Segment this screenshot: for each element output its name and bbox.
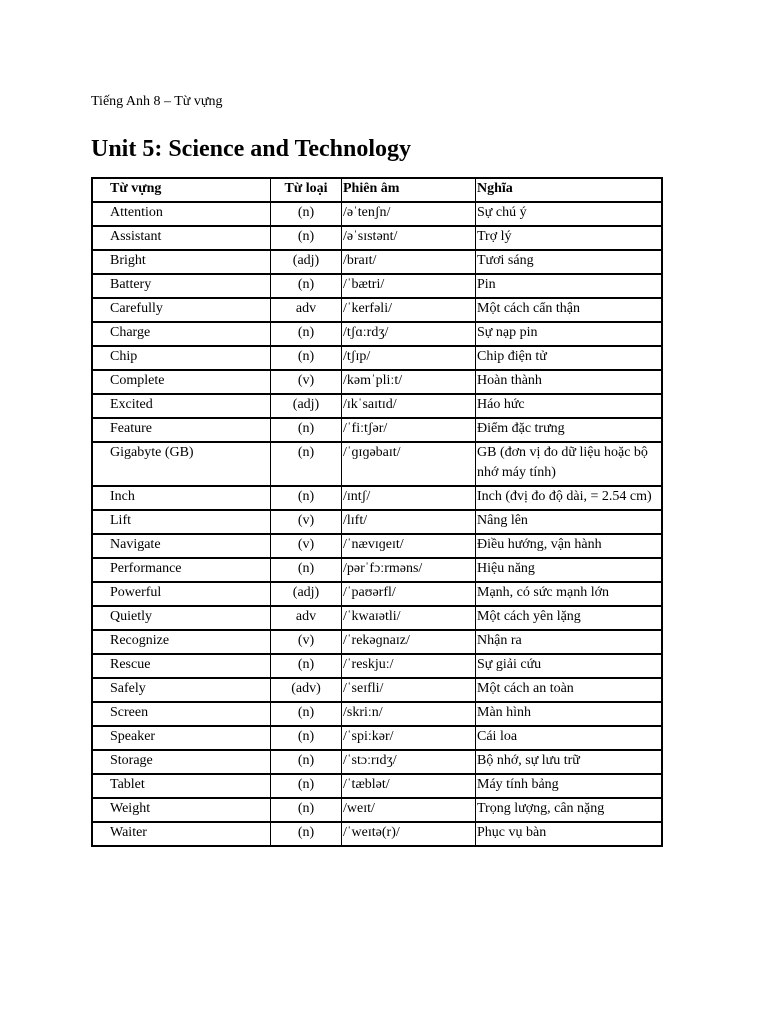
table-row [92,346,662,370]
table-row [92,370,662,394]
cell-type: (adv) [271,678,342,702]
cell-ipa: /ˈseɪfli/ [342,678,476,702]
table-row [92,534,662,558]
table-header-row [92,178,662,202]
cell-ipa: /kəmˈpliːt/ [342,370,476,394]
cell-meaning: Bộ nhớ, sự lưu trữ [476,750,663,774]
table-row [92,822,662,846]
cell-word: Complete [92,370,271,394]
cell-word: Inch [92,486,271,510]
cell-type: (n) [271,486,342,510]
cell-word: Assistant [92,226,271,250]
cell-type: (n) [271,274,342,298]
cell-type: (adj) [271,250,342,274]
cell-type: (n) [271,822,342,846]
cell-meaning: Pin [476,274,663,298]
cell-type: (n) [271,750,342,774]
cell-meaning: Sự chú ý [476,202,663,226]
column-header-meaning: Nghĩa [476,178,663,202]
table-row [92,202,662,226]
cell-type: (n) [271,226,342,250]
cell-meaning: Trợ lý [476,226,663,250]
unit-title: Unit 5: Science and Technology [91,136,412,162]
table-row [92,250,662,274]
cell-ipa: /ɪntʃ/ [342,486,476,510]
cell-type: (n) [271,418,342,442]
cell-ipa: /ˈpaʊərfl/ [342,582,476,606]
cell-meaning: GB (đơn vị đo dữ liệu hoặc bộ nhớ máy tính) [476,442,663,486]
cell-ipa: /braɪt/ [342,250,476,274]
table-row [92,322,662,346]
cell-type: (adj) [271,582,342,606]
cell-type: (v) [271,630,342,654]
cell-word: Safely [92,678,271,702]
cell-word: Tablet [92,774,271,798]
table-row [92,510,662,534]
vocabulary-table [91,177,663,847]
table-row [92,726,662,750]
cell-meaning: Nhận ra [476,630,663,654]
table-row [92,274,662,298]
cell-type: (n) [271,702,342,726]
cell-word: Quietly [92,606,271,630]
cell-type: (v) [271,510,342,534]
cell-type: (n) [271,322,342,346]
cell-meaning: Điểm đặc trưng [476,418,663,442]
cell-word: Navigate [92,534,271,558]
cell-ipa: /ˈweɪtə(r)/ [342,822,476,846]
cell-type: (n) [271,654,342,678]
table-row [92,442,662,486]
cell-type: (n) [271,726,342,750]
cell-ipa: /tʃɪp/ [342,346,476,370]
table-row [92,702,662,726]
cell-ipa: /ˈstɔːrɪdʒ/ [342,750,476,774]
cell-type: (adj) [271,394,342,418]
cell-type: (n) [271,346,342,370]
table-row [92,394,662,418]
table-row [92,486,662,510]
cell-ipa: /ˈkerfəli/ [342,298,476,322]
cell-word: Recognize [92,630,271,654]
cell-ipa: /lɪft/ [342,510,476,534]
cell-type: (n) [271,558,342,582]
cell-ipa: /ˈbætri/ [342,274,476,298]
cell-meaning: Nâng lên [476,510,663,534]
cell-ipa: /pərˈfɔːrməns/ [342,558,476,582]
cell-ipa: /ˈkwaɪətli/ [342,606,476,630]
cell-meaning: Tươi sáng [476,250,663,274]
table-row [92,606,662,630]
cell-word: Battery [92,274,271,298]
cell-meaning: Một cách cẩn thận [476,298,663,322]
cell-type: (n) [271,774,342,798]
cell-ipa: /ˈɡɪɡəbaɪt/ [342,442,476,486]
cell-meaning: Háo hức [476,394,663,418]
cell-meaning: Sự nạp pin [476,322,663,346]
cell-type: adv [271,298,342,322]
table-row [92,298,662,322]
cell-meaning: Sự giải cứu [476,654,663,678]
cell-word: Speaker [92,726,271,750]
cell-meaning: Một cách yên lặng [476,606,663,630]
cell-word: Carefully [92,298,271,322]
document-header: Tiếng Anh 8 – Từ vựng [91,94,223,109]
table-row [92,558,662,582]
cell-word: Weight [92,798,271,822]
cell-word: Chip [92,346,271,370]
cell-meaning: Hoàn thành [476,370,663,394]
cell-type: adv [271,606,342,630]
cell-meaning: Điều hướng, vận hành [476,534,663,558]
cell-word: Lift [92,510,271,534]
cell-word: Waiter [92,822,271,846]
cell-ipa: /ˈspiːkər/ [342,726,476,750]
cell-ipa: /ɪkˈsaɪtɪd/ [342,394,476,418]
cell-ipa: /weɪt/ [342,798,476,822]
cell-meaning: Inch (đvị đo độ dài, = 2.54 cm) [476,486,663,510]
table-row [92,798,662,822]
cell-word: Gigabyte (GB) [92,442,271,486]
cell-word: Rescue [92,654,271,678]
column-header-word: Từ vựng [92,178,271,202]
cell-meaning: Máy tính bảng [476,774,663,798]
cell-meaning: Trọng lượng, cân nặng [476,798,663,822]
cell-type: (v) [271,534,342,558]
cell-word: Charge [92,322,271,346]
table-row [92,654,662,678]
cell-meaning: Mạnh, có sức mạnh lớn [476,582,663,606]
cell-word: Powerful [92,582,271,606]
table-row [92,418,662,442]
table-body [92,202,662,846]
cell-word: Excited [92,394,271,418]
cell-meaning: Chip điện tử [476,346,663,370]
cell-ipa: /ˈrekəɡnaɪz/ [342,630,476,654]
table-row [92,582,662,606]
cell-word: Screen [92,702,271,726]
cell-meaning: Hiệu năng [476,558,663,582]
cell-ipa: /əˈsɪstənt/ [342,226,476,250]
table-row [92,774,662,798]
cell-type: (v) [271,370,342,394]
cell-word: Attention [92,202,271,226]
cell-ipa: /əˈtenʃn/ [342,202,476,226]
cell-meaning: Cái loa [476,726,663,750]
cell-type: (n) [271,442,342,486]
cell-ipa: /ˈreskjuː/ [342,654,476,678]
cell-meaning: Một cách an toàn [476,678,663,702]
table-row [92,630,662,654]
cell-word: Feature [92,418,271,442]
table-row [92,750,662,774]
cell-type: (n) [271,798,342,822]
cell-word: Storage [92,750,271,774]
cell-word: Performance [92,558,271,582]
column-header-ipa: Phiên âm [342,178,476,202]
cell-ipa: /ˈnævɪɡeɪt/ [342,534,476,558]
cell-ipa: /ˈtæblət/ [342,774,476,798]
cell-ipa: /skriːn/ [342,702,476,726]
table-row [92,226,662,250]
cell-meaning: Phục vụ bàn [476,822,663,846]
cell-meaning: Màn hình [476,702,663,726]
cell-ipa: /tʃɑːrdʒ/ [342,322,476,346]
cell-word: Bright [92,250,271,274]
table-row [92,678,662,702]
cell-ipa: /ˈfiːtʃər/ [342,418,476,442]
column-header-type: Từ loại [271,178,342,202]
cell-type: (n) [271,202,342,226]
